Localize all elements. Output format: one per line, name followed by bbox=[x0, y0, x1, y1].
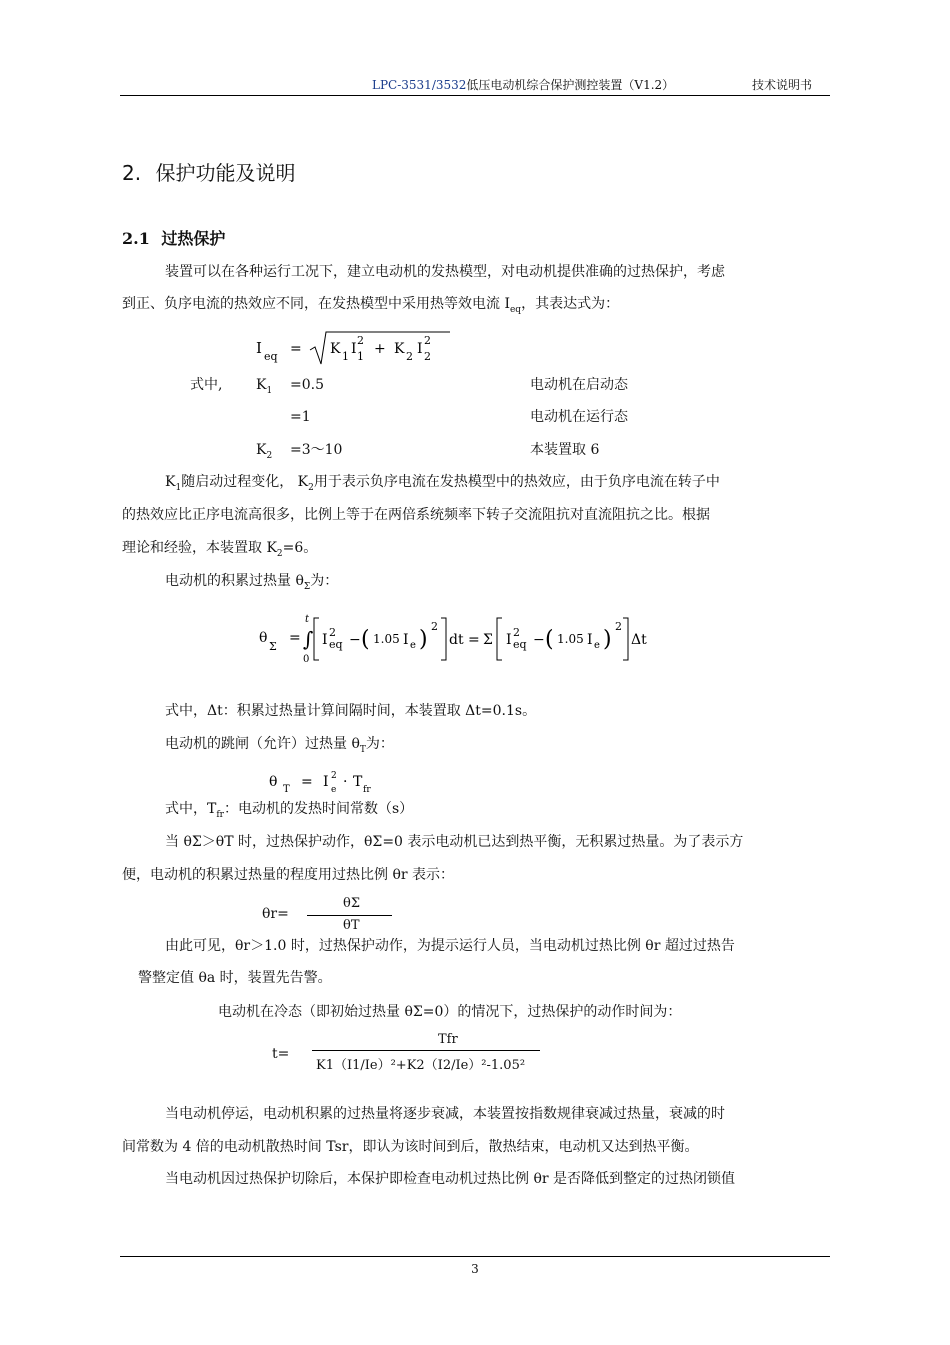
svg-text:∫: ∫ bbox=[303, 627, 314, 651]
svg-text:dt: dt bbox=[449, 632, 464, 648]
para10-line2: 间常数为 4 倍的电动机散热时间 Tsr，即认为该时间到后，散热结束，电动机又达到热平衡。 bbox=[122, 1139, 699, 1155]
svg-text:=: = bbox=[468, 632, 480, 648]
k2-value: =3～10 bbox=[290, 442, 343, 458]
header-rule bbox=[120, 95, 830, 96]
svg-text:+: + bbox=[374, 341, 386, 357]
para7-line1: 当 θΣ＞θT 时，过热保护动作，θΣ=0 表示电动机已达到热平衡，无积累过热量。为了表示方 bbox=[165, 834, 744, 850]
svg-text:e: e bbox=[594, 640, 600, 651]
svg-text:I: I bbox=[323, 774, 329, 790]
para2-line3-sub: 2 bbox=[276, 548, 283, 559]
svg-text:I: I bbox=[256, 339, 262, 357]
para3-sub: Σ bbox=[303, 581, 311, 592]
theta-r-lhs: θr= bbox=[262, 906, 289, 922]
para7-line2: 便，电动机的积累过热量的程度用过热比例 θr 表示： bbox=[122, 867, 455, 883]
k2-desc: 本装置取 6 bbox=[530, 442, 600, 458]
svg-text:0: 0 bbox=[303, 654, 310, 665]
svg-text:K: K bbox=[394, 341, 405, 357]
svg-text:·: · bbox=[343, 774, 348, 790]
svg-text:2: 2 bbox=[357, 334, 364, 347]
svg-text:(: ( bbox=[545, 627, 554, 652]
para1-line2-sub: eq bbox=[509, 304, 522, 315]
svg-text:): ) bbox=[603, 627, 612, 652]
svg-text:Δt: Δt bbox=[631, 632, 647, 648]
header-model: LPC-3531/3532 bbox=[372, 78, 467, 92]
para2-text-c: 用于表示负序电流在发热模型中的热效应，由于负序电流在转子中 bbox=[313, 474, 720, 490]
subsection-heading bbox=[122, 226, 225, 249]
svg-text:=: = bbox=[289, 630, 301, 646]
para2-text-b: 随启动过程变化， K bbox=[181, 474, 309, 490]
t-fraction-line bbox=[312, 1050, 540, 1051]
t-denominator: K1（I1/Ie）²+K2（I2/Ie）²-1.05² bbox=[316, 1058, 526, 1073]
svg-text:1: 1 bbox=[357, 350, 364, 363]
para6-sub: fr bbox=[216, 809, 224, 820]
header-doc-type: 技术说明书 bbox=[752, 78, 813, 92]
where-label: 式中, bbox=[190, 377, 223, 393]
svg-text:2: 2 bbox=[513, 626, 520, 639]
svg-text:I: I bbox=[417, 341, 423, 357]
svg-text:e: e bbox=[410, 640, 416, 651]
svg-text:1.05: 1.05 bbox=[373, 632, 400, 646]
svg-text:2: 2 bbox=[329, 626, 336, 639]
svg-text:eq: eq bbox=[513, 638, 527, 651]
formula-theta-sum bbox=[255, 610, 655, 670]
para5-sub: T bbox=[359, 744, 366, 755]
svg-text:−: − bbox=[349, 632, 361, 648]
svg-text:I: I bbox=[587, 632, 593, 648]
para2-k1: K bbox=[165, 474, 176, 490]
svg-text:2: 2 bbox=[615, 620, 622, 633]
section-title: 保护功能及说明 bbox=[155, 161, 296, 185]
k1-letter: K bbox=[256, 377, 267, 393]
formula-theta-t bbox=[265, 766, 425, 796]
formula-ieq bbox=[252, 326, 462, 370]
svg-text:1.05: 1.05 bbox=[557, 632, 584, 646]
para4: 式中，Δt：积累过热量计算间隔时间，本装置取 Δt=0.1s。 bbox=[165, 703, 537, 719]
para2-k1-sub: 1 bbox=[175, 482, 182, 493]
para1-line2-text: 到正、负序电流的热效应不同，在发热模型中采用热等效电流 I bbox=[122, 296, 510, 312]
svg-text:θ: θ bbox=[269, 774, 278, 790]
para8-line2: 警整定值 θa 时，装置先告警。 bbox=[138, 970, 332, 986]
para2-line2: 的热效应比正序电流高很多，比例上等于在两倍系统频率下转子交流阻抗对直流阻抗之比。根据 bbox=[122, 507, 710, 523]
svg-text:=: = bbox=[290, 341, 302, 357]
para5-text: 电动机的跳闸（允许）过热量 θ bbox=[165, 736, 360, 752]
svg-text:): ) bbox=[419, 627, 428, 652]
para8-line1: 由此可见，θr＞1.0 时，过热保护动作，为提示运行人员，当电动机过热比例 θr 超过过热告 bbox=[165, 938, 735, 954]
k1-sub: 1 bbox=[266, 385, 273, 396]
para2-line3-text: 理论和经验，本装置取 K bbox=[122, 540, 277, 556]
svg-text:I: I bbox=[322, 632, 328, 648]
footer-rule bbox=[120, 1256, 830, 1257]
para2-line3-end: =6。 bbox=[282, 540, 318, 556]
page-number: 3 bbox=[471, 1262, 479, 1276]
para10-line1: 当电动机停运，电动机积累的过热量将逐步衰减，本装置按指数规律衰减过热量，衰减的时 bbox=[165, 1106, 725, 1122]
svg-text:2: 2 bbox=[424, 334, 431, 347]
para6-text: 式中，T bbox=[165, 801, 217, 817]
k1-desc1: 电动机在启动态 bbox=[530, 377, 628, 393]
para6-end: ：电动机的发热时间常数（s） bbox=[223, 801, 414, 817]
k1-value2: =1 bbox=[290, 409, 311, 425]
svg-text:eq: eq bbox=[264, 350, 278, 363]
para11: 当电动机因过热保护切除后，本保护即检查电动机过热比例 θr 是否降低到整定的过热闭锁值 bbox=[165, 1171, 736, 1187]
svg-text:T: T bbox=[283, 784, 290, 795]
svg-text:eq: eq bbox=[329, 638, 343, 651]
k1-symbol bbox=[256, 369, 272, 407]
para9: 电动机在冷态（即初始过热量 θΣ=0）的情况下，过热保护的动作时间为： bbox=[218, 1004, 682, 1020]
k2-sub: 2 bbox=[266, 450, 273, 461]
para2-k2-sub: 2 bbox=[308, 482, 314, 493]
t-numerator: Tfr bbox=[438, 1032, 458, 1047]
subsection-number: 2.1 bbox=[122, 229, 150, 248]
svg-text:I: I bbox=[351, 341, 357, 357]
para1-line2-end: ，其表达式为： bbox=[521, 296, 620, 312]
theta-r-fraction-line bbox=[307, 915, 392, 916]
svg-text:θ: θ bbox=[259, 630, 268, 646]
svg-text:−: − bbox=[533, 632, 545, 648]
svg-text:Σ: Σ bbox=[483, 632, 493, 648]
k1-value1: =0.5 bbox=[290, 377, 324, 393]
theta-r-denominator: θT bbox=[343, 918, 360, 933]
svg-text:Σ: Σ bbox=[269, 640, 277, 653]
svg-text:I: I bbox=[403, 632, 409, 648]
header-title bbox=[372, 76, 674, 93]
para1-line1: 装置可以在各种运行工况下，建立电动机的发热模型，对电动机提供准确的过热保护，考虑 bbox=[165, 264, 725, 280]
svg-text:2: 2 bbox=[406, 350, 413, 363]
k1-desc2: 电动机在运行态 bbox=[530, 409, 628, 425]
theta-r-numerator: θΣ bbox=[343, 896, 361, 911]
svg-text:I: I bbox=[506, 632, 512, 648]
para5-end: 为： bbox=[365, 736, 394, 752]
section-number: 2. bbox=[122, 161, 142, 185]
t-lhs: t= bbox=[272, 1046, 290, 1062]
svg-text:=: = bbox=[301, 774, 313, 790]
subsection-title: 过热保护 bbox=[161, 229, 226, 248]
k2-letter: K bbox=[256, 442, 267, 458]
para5 bbox=[165, 728, 394, 766]
svg-text:1: 1 bbox=[342, 350, 349, 363]
svg-text:t: t bbox=[305, 614, 310, 625]
svg-text:2: 2 bbox=[431, 620, 438, 633]
svg-text:2: 2 bbox=[331, 771, 337, 781]
svg-text:(: ( bbox=[361, 627, 370, 652]
svg-text:K: K bbox=[330, 341, 341, 357]
para3 bbox=[165, 565, 338, 603]
svg-text:e: e bbox=[331, 785, 337, 795]
section-heading bbox=[122, 157, 295, 186]
para1-line2 bbox=[122, 288, 619, 326]
svg-text:fr: fr bbox=[363, 785, 371, 795]
svg-text:T: T bbox=[353, 774, 363, 790]
svg-text:2: 2 bbox=[424, 350, 431, 363]
para3-text: 电动机的积累过热量 θ bbox=[165, 573, 304, 589]
header-doc-title: 低压电动机综合保护测控装置（V1.2） bbox=[466, 78, 675, 92]
para3-end: 为： bbox=[310, 573, 339, 589]
